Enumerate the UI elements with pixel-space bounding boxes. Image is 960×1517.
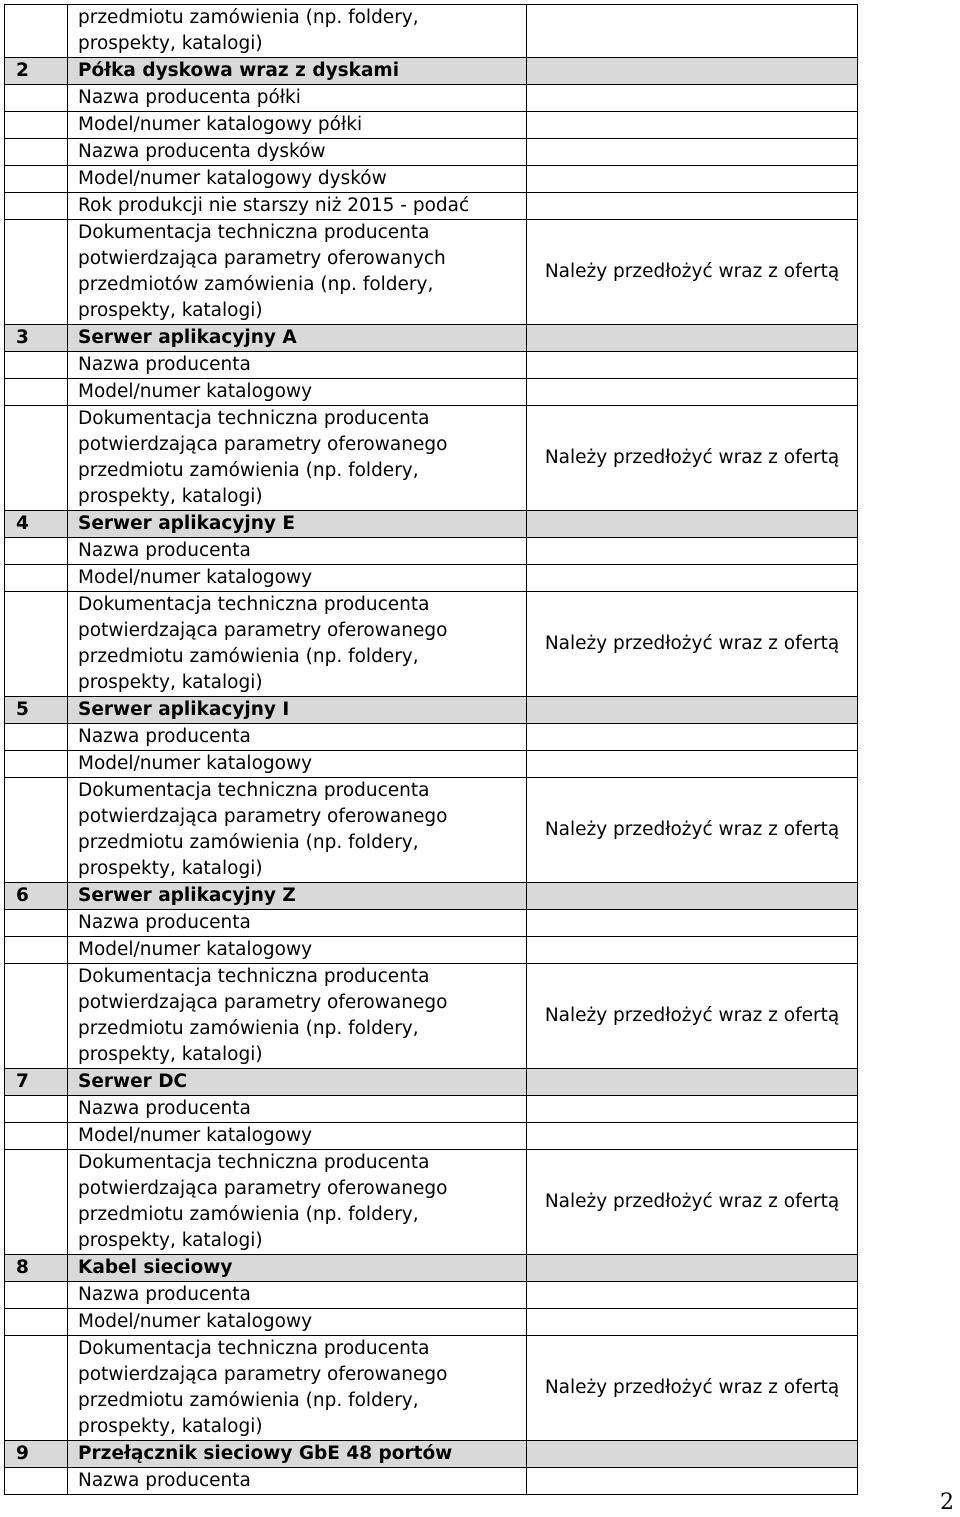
requirement-note: Należy przedłożyć wraz z ofertą [527,406,858,511]
field-number-cell [5,379,68,406]
documentation-line: prospekty, katalogi) [78,1044,263,1065]
field-label: Nazwa producenta [68,724,527,751]
item-header-row [5,1255,858,1282]
item-field-row [5,751,858,778]
field-value-cell [527,937,858,964]
field-label: Nazwa producenta [68,352,527,379]
continuation-requirement-cell [527,5,858,58]
documentation-line: Dokumentacja techniczna producenta [78,1338,430,1359]
item-field-row [5,85,858,112]
field-number-cell [5,724,68,751]
item-number: 6 [5,883,68,910]
documentation-text-cell [68,406,527,511]
requirement-note: Należy przedłożyć wraz z ofertą [527,220,858,325]
item-header-row [5,1069,858,1096]
continuation-line: przedmiotu zamówienia (np. foldery, [78,7,419,28]
field-label: Nazwa producenta [68,1282,527,1309]
item-field-row [5,538,858,565]
requirement-note: Należy przedłożyć wraz z ofertą [527,1150,858,1255]
documentation-line: Dokumentacja techniczna producenta [78,966,430,987]
item-header-empty-cell [527,1255,858,1282]
field-value-cell [527,1309,858,1336]
requirement-note: Należy przedłożyć wraz z ofertą [527,592,858,697]
documentation-line: przedmiotu zamówienia (np. foldery, [78,1204,419,1225]
item-title: Serwer DC [68,1069,527,1096]
documentation-line: potwierdzająca parametry oferowanego [78,1364,448,1385]
field-number-cell [5,112,68,139]
field-label: Model/numer katalogowy [68,751,527,778]
field-label: Model/numer katalogowy [68,1123,527,1150]
field-value-cell [527,565,858,592]
item-documentation-row [5,220,858,325]
documentation-line: prospekty, katalogi) [78,672,263,693]
item-field-row [5,565,858,592]
documentation-line: Dokumentacja techniczna producenta [78,594,430,615]
field-number-cell [5,1282,68,1309]
item-header-empty-cell [527,58,858,85]
field-number-cell [5,1096,68,1123]
item-field-row [5,1123,858,1150]
documentation-line: potwierdzająca parametry oferowanego [78,1178,448,1199]
documentation-number-cell [5,1336,68,1441]
item-field-row [5,1096,858,1123]
item-field-row [5,379,858,406]
field-number-cell [5,166,68,193]
field-number-cell [5,538,68,565]
field-label: Model/numer katalogowy półki [68,112,527,139]
specification-table-body [5,5,858,1495]
field-number-cell [5,910,68,937]
field-value-cell [527,193,858,220]
field-label: Nazwa producenta [68,910,527,937]
item-number: 9 [5,1441,68,1468]
field-label: Nazwa producenta półki [68,85,527,112]
field-label: Model/numer katalogowy [68,937,527,964]
field-value-cell [527,724,858,751]
item-field-row [5,724,858,751]
documentation-line: przedmiotu zamówienia (np. foldery, [78,646,419,667]
item-number: 3 [5,325,68,352]
item-field-row [5,139,858,166]
continuation-row [5,5,858,58]
item-number: 4 [5,511,68,538]
field-value-cell [527,85,858,112]
item-header-empty-cell [527,697,858,724]
documentation-line: Dokumentacja techniczna producenta [78,1152,430,1173]
item-header-empty-cell [527,883,858,910]
item-header-row [5,58,858,85]
item-title: Serwer aplikacyjny Z [68,883,527,910]
item-number: 8 [5,1255,68,1282]
field-number-cell [5,1309,68,1336]
item-header-row [5,697,858,724]
item-title: Serwer aplikacyjny I [68,697,527,724]
field-value-cell [527,538,858,565]
item-documentation-row [5,964,858,1069]
field-value-cell [527,139,858,166]
item-field-row [5,166,858,193]
documentation-text-cell [68,220,527,325]
documentation-line: potwierdzająca parametry oferowanego [78,434,448,455]
documentation-number-cell [5,1150,68,1255]
documentation-line: prospekty, katalogi) [78,486,263,507]
item-field-row [5,193,858,220]
documentation-line: przedmiotu zamówienia (np. foldery, [78,460,419,481]
requirement-note: Należy przedłożyć wraz z ofertą [527,1336,858,1441]
item-title: Serwer aplikacyjny E [68,511,527,538]
documentation-number-cell [5,964,68,1069]
documentation-line: przedmiotów zamówienia (np. foldery, [78,274,434,295]
documentation-line: Dokumentacja techniczna producenta [78,222,430,243]
documentation-line: przedmiotu zamówienia (np. foldery, [78,1018,419,1039]
item-title: Półka dyskowa wraz z dyskami [68,58,527,85]
item-number: 7 [5,1069,68,1096]
item-field-row [5,910,858,937]
documentation-number-cell [5,406,68,511]
item-field-row [5,112,858,139]
field-label: Model/numer katalogowy [68,1309,527,1336]
item-number: 5 [5,697,68,724]
field-number-cell [5,193,68,220]
continuation-number-cell [5,5,68,58]
field-label: Rok produkcji nie starszy niż 2015 - podać [68,193,527,220]
item-number: 2 [5,58,68,85]
item-field-row [5,352,858,379]
documentation-number-cell [5,592,68,697]
documentation-line: potwierdzająca parametry oferowanego [78,620,448,641]
field-number-cell [5,139,68,166]
documentation-text-cell [68,1150,527,1255]
field-label: Model/numer katalogowy [68,379,527,406]
item-field-row [5,1282,858,1309]
item-field-row [5,1468,858,1495]
documentation-number-cell [5,778,68,883]
field-value-cell [527,1123,858,1150]
field-number-cell [5,937,68,964]
specification-table [4,4,858,1495]
documentation-text-cell [68,1336,527,1441]
documentation-line: prospekty, katalogi) [78,1230,263,1251]
documentation-line: prospekty, katalogi) [78,1416,263,1437]
field-number-cell [5,1123,68,1150]
field-value-cell [527,352,858,379]
item-title: Kabel sieciowy [68,1255,527,1282]
field-label: Nazwa producenta [68,538,527,565]
documentation-line: prospekty, katalogi) [78,300,263,321]
documentation-number-cell [5,220,68,325]
field-label: Nazwa producenta dysków [68,139,527,166]
field-label: Model/numer katalogowy dysków [68,166,527,193]
item-documentation-row [5,778,858,883]
field-value-cell [527,1468,858,1495]
documentation-line: potwierdzająca parametry oferowanego [78,806,448,827]
field-number-cell [5,751,68,778]
field-label: Model/numer katalogowy [68,565,527,592]
field-number-cell [5,85,68,112]
documentation-line: przedmiotu zamówienia (np. foldery, [78,1390,419,1411]
item-title: Serwer aplikacyjny A [68,325,527,352]
field-label: Nazwa producenta [68,1468,527,1495]
item-header-empty-cell [527,325,858,352]
field-value-cell [527,166,858,193]
requirement-note: Należy przedłożyć wraz z ofertą [527,964,858,1069]
field-value-cell [527,910,858,937]
item-title: Przełącznik sieciowy GbE 48 portów [68,1441,527,1468]
field-value-cell [527,112,858,139]
item-header-row [5,883,858,910]
item-header-row [5,511,858,538]
field-number-cell [5,352,68,379]
field-number-cell [5,1468,68,1495]
field-value-cell [527,751,858,778]
page-number: 2 [940,1490,954,1515]
documentation-line: prospekty, katalogi) [78,858,263,879]
requirement-note: Należy przedłożyć wraz z ofertą [527,778,858,883]
item-field-row [5,937,858,964]
item-header-row [5,325,858,352]
field-value-cell [527,379,858,406]
continuation-line: prospekty, katalogi) [78,33,263,54]
item-header-empty-cell [527,1441,858,1468]
item-documentation-row [5,592,858,697]
documentation-text-cell [68,592,527,697]
documentation-line: potwierdzająca parametry oferowanych [78,248,446,269]
field-label: Nazwa producenta [68,1096,527,1123]
item-field-row [5,1309,858,1336]
field-value-cell [527,1096,858,1123]
item-header-row [5,1441,858,1468]
documentation-line: Dokumentacja techniczna producenta [78,780,430,801]
documentation-line: przedmiotu zamówienia (np. foldery, [78,832,419,853]
field-number-cell [5,565,68,592]
item-documentation-row [5,1150,858,1255]
documentation-text-cell [68,778,527,883]
documentation-line: Dokumentacja techniczna producenta [78,408,430,429]
item-header-empty-cell [527,511,858,538]
continuation-text-cell [68,5,527,58]
item-documentation-row [5,406,858,511]
item-documentation-row [5,1336,858,1441]
field-value-cell [527,1282,858,1309]
documentation-text-cell [68,964,527,1069]
documentation-line: potwierdzająca parametry oferowanego [78,992,448,1013]
item-header-empty-cell [527,1069,858,1096]
